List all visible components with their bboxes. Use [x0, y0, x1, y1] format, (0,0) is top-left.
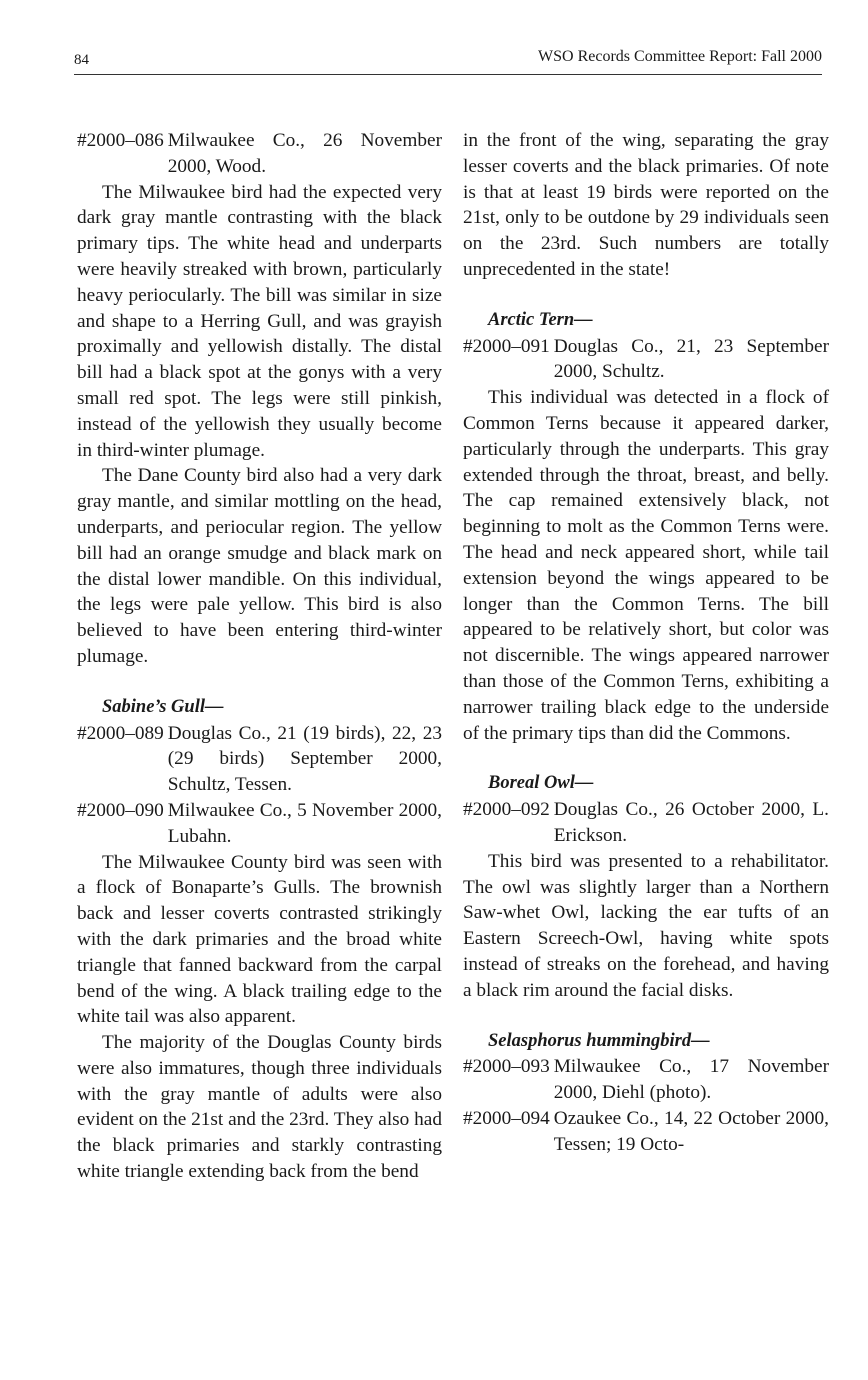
paragraph: The majority of the Douglas County birds were also immatures, though three individuals with the gray mantle of adults were also evident on the 21st and the 23rd. They also had the black primaries and starkly contrasting white triangle extending back from the bend [77, 1032, 442, 1183]
record-details: Douglas Co., 26 October 2000, L. Erickson. [553, 799, 829, 846]
record-entry [463, 797, 829, 849]
paragraph: The Milwaukee County bird was seen with a flock of Bonaparte’s Gulls. The brownish back and lesser coverts contrasted strikingly with the dark primaries and the broad white triangle that fanned backward from the carpal bend of the wing. A black trailing edge to the white tail was also apparent. [77, 851, 442, 1028]
record-entry [77, 798, 442, 850]
record-entry [77, 128, 442, 180]
species-heading: Selasphorus hummingbird— [488, 1030, 710, 1051]
page-header [74, 46, 822, 75]
record-number: #2000–094 [463, 1107, 550, 1129]
record-entry [463, 334, 829, 386]
left-column [77, 128, 442, 1185]
record-entry [77, 721, 442, 798]
record-details: Milwaukee Co., 5 November 2000, Lubahn. [167, 799, 442, 847]
paragraph: in the front of the wing, separating the gray lesser coverts and the black primaries. Of note is that at least 19 birds were reported on the 21st, only to be outdone by 29 individuals seen on the 23rd. Such numbers are totally unprecedented in the state! [463, 130, 829, 280]
right-column [463, 128, 829, 1157]
species-heading: Boreal Owl— [488, 773, 594, 794]
record-number: #2000–092 [463, 799, 550, 821]
paragraph: The Milwaukee bird had the expected very dark gray mantle contrasting with the black primary tips. The white head and underparts were heavily streaked with brown, particularly heavy periocularly. The bill was similar in size and shape to a Herring Gull, and was grayish proximally and yellowish distally. The distal bill had a black spot at the gonys with a very small red spot. The legs were still pinkish, instead of the yellowish they usually become in third-winter plumage. [77, 181, 442, 461]
running-title: WSO Records Committee Report: Fall 2000 [538, 48, 822, 65]
record-entry [463, 1106, 829, 1158]
species-heading: Sabine’s Gull— [102, 696, 224, 717]
record-details: Milwaukee Co., 26 November 2000, Wood. [167, 130, 442, 177]
record-details: Douglas Co., 21 (19 birds), 22, 23 (29 birds) September 2000, Schultz, Tessen. [167, 722, 442, 796]
record-details: Ozaukee Co., 14, 22 October 2000, Tessen; 19 Octo- [553, 1107, 829, 1155]
record-details: Milwaukee Co., 17 November 2000, Diehl (photo). [553, 1056, 829, 1104]
record-number: #2000–091 [463, 335, 550, 357]
record-number: #2000–093 [463, 1056, 550, 1078]
paragraph: This bird was presented to a rehabilitator. The owl was slightly larger than a Northern Saw-whet Owl, lacking the ear tufts of an Eastern Screech-Owl, having white spots instead of streaks on the forehead, and having a black rim around the facial disks. [463, 850, 829, 1001]
record-details: Douglas Co., 21, 23 September 2000, Schultz. [553, 335, 829, 383]
record-number: #2000–090 [77, 799, 164, 821]
paragraph: The Dane County bird also had a very dark gray mantle, and similar mottling on the head, underparts, and periocular region. The yellow bill had an orange smudge and black mark on the distal lower mandible. On this individual, the legs were pale yellow. This bird is also believed to have been entering third-winter plumage. [77, 465, 442, 667]
paragraph: This individual was detected in a flock of Common Terns because it appeared darker, particularly through the underparts. This gray extended through the throat, breast, and belly. The cap remained extensively black, not beginning to molt as the Common Terns were. The head and neck appeared short, while tail extension beyond the wings appeared to be longer than the Common Terns. The bill appeared to be relatively short, but color was not discernible. The wings appeared narrower than those of the Common Terns, exhibiting a narrower trailing black edge to the underside of the primary tips than did the Commons. [463, 387, 829, 744]
record-number: #2000–086 [77, 130, 164, 151]
page-number: 84 [74, 52, 89, 68]
record-number: #2000–089 [77, 722, 164, 744]
record-entry [463, 1054, 829, 1106]
species-heading: Arctic Tern— [488, 309, 593, 330]
